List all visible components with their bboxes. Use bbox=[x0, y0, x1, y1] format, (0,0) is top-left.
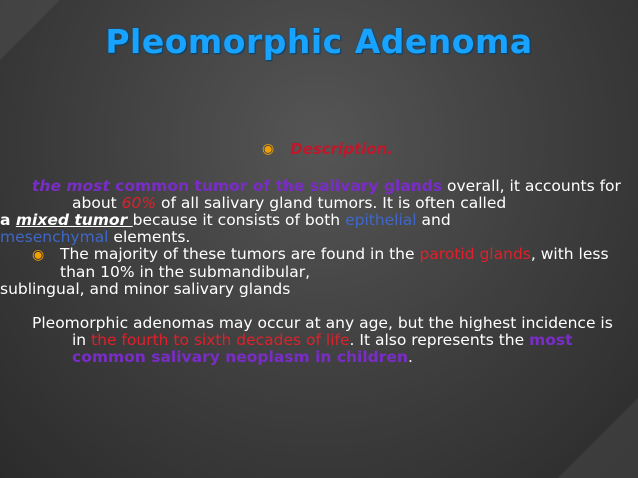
corner-decoration-bottom bbox=[558, 398, 638, 478]
paragraph-age bbox=[0, 315, 622, 366]
text-because: because it consists of both bbox=[132, 211, 346, 229]
text-it-also: . It also represents the bbox=[349, 331, 530, 349]
text-a: a bbox=[0, 211, 16, 229]
bullet-icon: ◉ bbox=[262, 141, 275, 157]
description-label: Description. bbox=[290, 140, 393, 158]
paragraph-location bbox=[0, 246, 622, 281]
text-period: . bbox=[407, 348, 413, 366]
paragraph-definition bbox=[32, 178, 622, 212]
description-heading bbox=[262, 140, 393, 158]
text-fourth-to-sixth: the fourth to sixth decades of life bbox=[91, 331, 350, 349]
text-elements: elements. bbox=[108, 228, 191, 246]
text-60-percent: 60% bbox=[121, 194, 157, 212]
text-most-common-children: most common salivary neoplasm in children bbox=[72, 331, 573, 366]
paragraph-mesenchymal bbox=[0, 229, 622, 246]
text-majority: The majority of these tumors are found in the bbox=[60, 245, 420, 263]
text-and: and bbox=[416, 211, 451, 229]
text-parotid-glands: parotid glands bbox=[419, 245, 531, 263]
text-mixed-tumor: mixed tumor bbox=[15, 211, 133, 229]
text-often-called: of all salivary gland tumors. It is often called bbox=[156, 194, 507, 212]
slide-title: Pleomorphic Adenoma bbox=[105, 22, 533, 61]
paragraph-mixed-tumor bbox=[0, 212, 622, 229]
text-pleomorphic-adenomas: Pleomorphic adenomas may occur at any age, but the highest incidence is in bbox=[32, 314, 613, 349]
text-submandibular: , with less than 10% in the submandibular, bbox=[60, 245, 609, 281]
paragraph-sublingual: sublingual, and minor salivary glands bbox=[0, 280, 291, 298]
slide-body bbox=[0, 177, 622, 366]
text-common-tumor: common tumor of the salivary glands bbox=[109, 177, 443, 195]
bullet-icon: ◉ bbox=[32, 247, 45, 263]
text-epithelial: epithelial bbox=[345, 211, 417, 229]
text-mesenchymal: mesenchymal bbox=[0, 228, 109, 246]
text-the-most: the most bbox=[32, 177, 110, 195]
text-overall: overall, it accounts for about bbox=[72, 177, 621, 212]
spacer bbox=[32, 298, 622, 315]
